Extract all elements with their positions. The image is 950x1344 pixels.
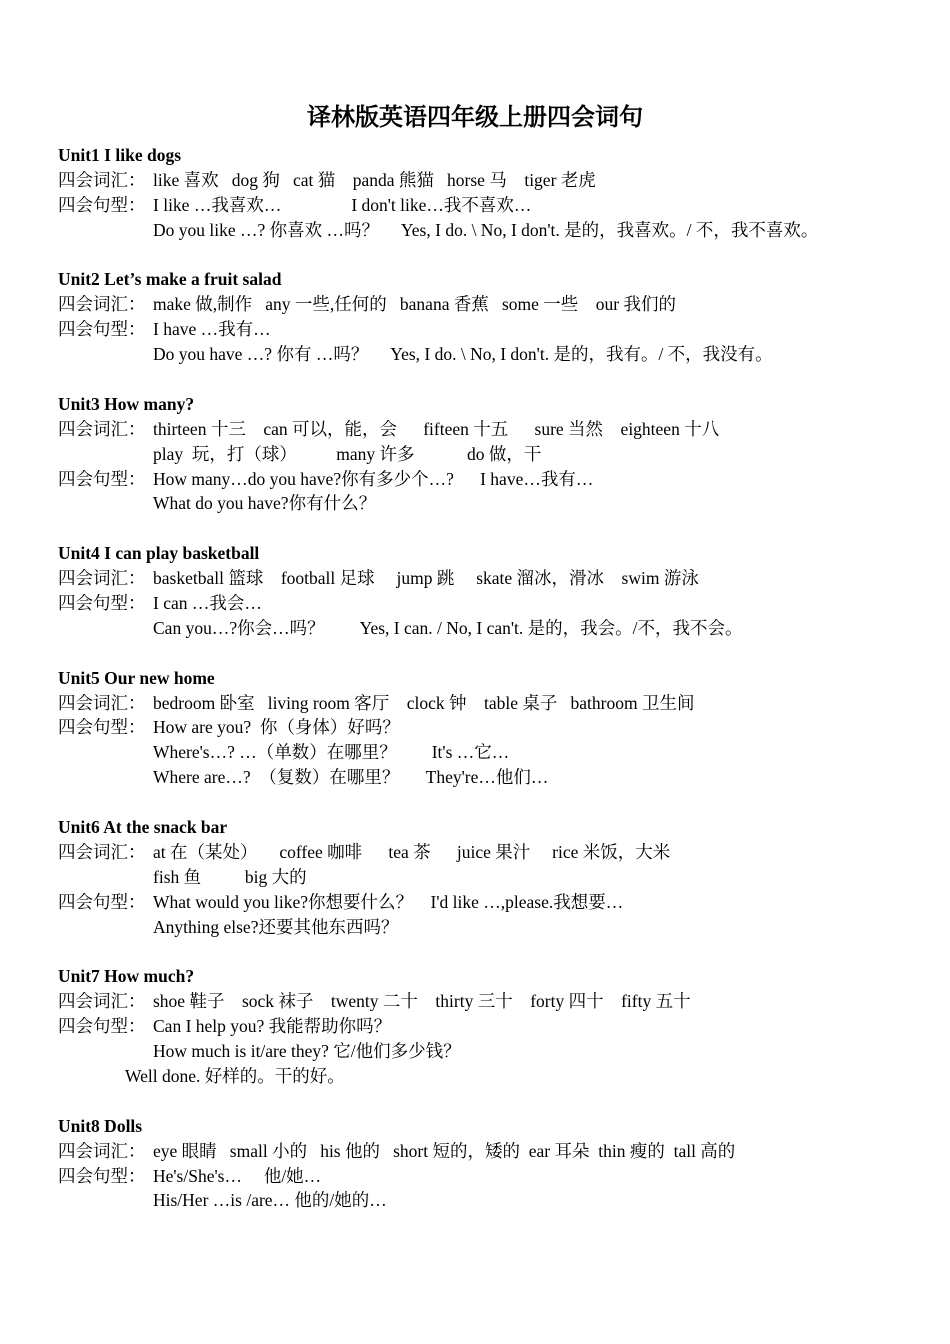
sentence-text: He's/She's… 他/她… — [153, 1165, 322, 1186]
sentence-line — [58, 218, 938, 243]
sentence-line — [58, 765, 938, 790]
sentence-text: How many…do you have?你有多少个…? I have…我有… — [153, 468, 594, 489]
sentence-line — [58, 591, 938, 616]
sentence-text: Can I help you? 我能帮助你吗？ — [153, 1016, 392, 1037]
unit-heading: Unit3 How many? — [58, 393, 195, 414]
sentence-label: 四会句型： — [58, 891, 146, 912]
vocab-text: bedroom 卧室 living room 客厅 clock 钟 table 桌子 bathroom 卫生间 — [153, 692, 695, 713]
sentence-text: Anything else?还要其他东西吗？ — [153, 916, 399, 937]
sentence-line — [58, 1014, 938, 1039]
vocab-label: 四会词汇： — [58, 1140, 146, 1161]
vocab-line — [58, 417, 938, 442]
vocab-line — [58, 168, 938, 193]
sentence-text: Can you…?你会…吗？ Yes, I can. / No, I can't. 是的，我会。/不，我不会。 — [153, 617, 743, 638]
sentence-text: Where are…? （复数）在哪里？ They're…他们… — [153, 767, 549, 788]
sentence-label: 四会句型： — [58, 194, 146, 215]
vocab-text: thirteen 十三 can 可以，能，会 fifteen 十五 sure 当然 eighteen 十八 — [153, 418, 720, 439]
sentence-label: 四会句型： — [58, 468, 146, 489]
sentence-line — [58, 467, 938, 492]
vocab-label: 四会词汇： — [58, 169, 146, 190]
vocab-label: 四会词汇： — [58, 294, 146, 315]
sentence-line — [58, 193, 938, 218]
sentence-label: 四会句型： — [58, 717, 146, 738]
vocab-line — [58, 442, 938, 467]
vocab-text: eye 眼睛 small 小的 his 他的 short 短的，矮的 ear 耳朵 thin 瘦的 tall 高的 — [153, 1140, 736, 1161]
vocab-line — [58, 1139, 938, 1164]
vocab-text: fish 鱼 big 大的 — [153, 866, 307, 887]
sentence-text: Do you have …? 你有 …吗？ Yes, I do. \ No, I don't. 是的，我有。/ 不，我没有。 — [153, 344, 773, 365]
sentence-label: 四会句型： — [58, 593, 146, 614]
vocab-line — [58, 292, 938, 317]
vocab-label: 四会词汇： — [58, 568, 146, 589]
sentence-line — [58, 491, 938, 516]
sentence-text: I have …我有… — [153, 319, 271, 340]
sentence-line — [58, 715, 938, 740]
sentence-line — [58, 1188, 938, 1213]
vocab-line — [58, 840, 938, 865]
sentence-text: Where's…? …（单数）在哪里？ It's …它… — [153, 742, 510, 763]
unit-heading: Unit5 Our new home — [58, 667, 215, 688]
sentence-text: What would you like?你想要什么？ I'd like …,please.我想要… — [153, 891, 624, 912]
sentence-line — [58, 342, 938, 367]
vocab-label: 四会词汇： — [58, 418, 146, 439]
sentence-line — [58, 616, 938, 641]
sentence-line — [58, 915, 938, 940]
sentence-line — [58, 1064, 938, 1089]
vocab-label: 四会词汇： — [58, 841, 146, 862]
sentence-line — [58, 1164, 938, 1189]
sentence-text: What do you have?你有什么？ — [153, 493, 377, 514]
vocab-text: at 在（某处） coffee 咖啡 tea 茶 juice 果汁 rice 米饭，大米 — [153, 841, 671, 862]
sentence-label: 四会句型： — [58, 1165, 146, 1186]
sentence-text: I can …我会… — [153, 593, 262, 614]
unit-heading: Unit2 Let’s make a fruit salad — [58, 269, 282, 290]
vocab-label: 四会词汇： — [58, 692, 146, 713]
sentence-text: I like …我喜欢… I don't like…我不喜欢… — [153, 194, 532, 215]
sentence-line — [58, 317, 938, 342]
sentence-line — [58, 890, 938, 915]
sentence-text: How are you? 你（身体）好吗？ — [153, 717, 400, 738]
vocab-line — [58, 989, 938, 1014]
sentence-text: Do you like …? 你喜欢 …吗？ Yes, I do. \ No, I don't. 是的，我喜欢。/ 不，我不喜欢。 — [153, 219, 819, 240]
unit-heading: Unit1 I like dogs — [58, 145, 182, 165]
vocab-line — [58, 691, 938, 716]
sentence-line — [58, 1039, 938, 1064]
sentence-text: How much is it/are they? 它/他们多少钱？ — [153, 1041, 461, 1062]
sentence-text: Well done. 好样的。干的好。 — [125, 1065, 345, 1086]
sentence-line — [58, 740, 938, 765]
vocab-line — [58, 865, 938, 890]
unit-heading: Unit7 How much? — [58, 966, 195, 987]
vocab-label: 四会词汇： — [58, 991, 146, 1012]
unit-heading: Unit6 At the snack bar — [58, 817, 228, 838]
document-body — [58, 143, 938, 1213]
sentence-text: His/Her …is /are… 他的/她的… — [153, 1190, 387, 1211]
page-title: 译林版英语四年级上册四会词句 — [307, 105, 643, 131]
vocab-text: play 玩，打（球） many 许多 do 做，干 — [153, 443, 542, 464]
vocab-text: like 喜欢 dog 狗 cat 猫 panda 熊猫 horse 马 tiger 老虎 — [153, 169, 596, 190]
vocab-line — [58, 566, 938, 591]
unit-heading: Unit8 Dolls — [58, 1115, 143, 1136]
vocab-text: shoe 鞋子 sock 袜子 twenty 二十 thirty 三十 forty 四十 fifty 五十 — [153, 991, 691, 1012]
vocab-text: make 做,制作 any 一些,任何的 banana 香蕉 some 一些 our 我们的 — [153, 294, 676, 315]
sentence-label: 四会句型： — [58, 1016, 146, 1037]
sentence-label: 四会句型： — [58, 319, 146, 340]
vocab-text: basketball 篮球 football 足球 jump 跳 skate 溜冰，滑冰 swim 游泳 — [153, 568, 699, 589]
unit-heading: Unit4 I can play basketball — [58, 543, 260, 564]
